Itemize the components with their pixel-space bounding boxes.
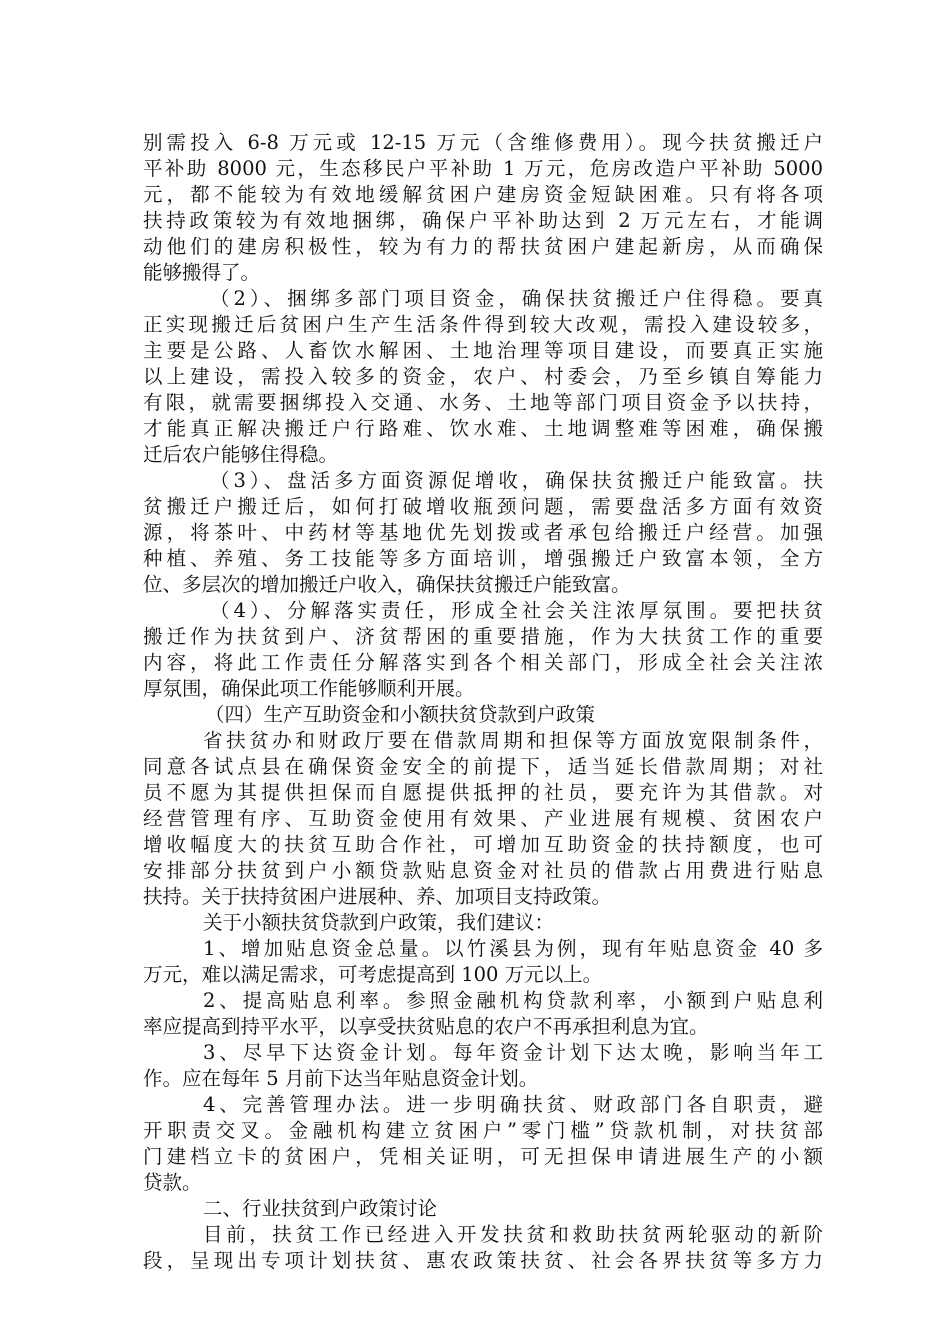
text-line: 正实现搬迁后贫困户生产生活条件得到较大改观，需投入建设较多， — [143, 313, 823, 336]
text-line: 动他们的建房积极性，较为有力的帮扶贫困户建起新房，从而确保 — [143, 235, 823, 258]
text-line: 主要是公路、人畜饮水解困、土地治理等项目建设，而要真正实施 — [143, 339, 823, 362]
paragraph-heading: （2）、捆绑多部门项目资金，确保扶贫搬迁户住得稳。要真 — [210, 287, 823, 310]
text-line: 省扶贫办和财政厅要在借款周期和担保等方面放宽限制条件， — [203, 729, 823, 752]
text-line: 安排部分扶贫到户小额贷款贴息资金对社员的借款占用费进行贴息 — [143, 859, 823, 882]
text-line: 源，将茶叶、中药材等基地优先划拨或者承包给搬迁户经营。加强 — [143, 521, 823, 544]
text-line: 别需投入 6-8 万元或 12-15 万元（含维修费用）。现今扶贫搬迁户 — [143, 131, 823, 154]
text-line: 内容，将此工作责任分解落实到各个相关部门，形成全社会关注浓 — [143, 651, 823, 674]
text-line: 位、多层次的增加搬迁户收入，确保扶贫搬迁户能致富。 — [143, 573, 631, 596]
text-line: 员不愿为其提供担保而自愿提供抵押的社员，要充许为其借款。对 — [143, 781, 823, 804]
text-line: 开职责交叉。金融机构建立贫困户”零门槛”贷款机制，对扶贫部 — [143, 1119, 823, 1142]
list-item: 1、增加贴息资金总量。以竹溪县为例，现有年贴息资金 40 多 — [203, 937, 823, 960]
list-item: 2、提高贴息利率。参照金融机构贷款利率，小额到户贴息利 — [203, 989, 823, 1012]
text-line: 才能真正解决搬迁户行路难、饮水难、土地调整难等困难，确保搬 — [143, 417, 823, 440]
text-line: 扶持政策较为有效地捆绑，确保户平补助达到 2 万元左右，才能调 — [143, 209, 823, 232]
text-line: 经营管理有序、互助资金使用有效果、产业进展有规模、贫困农户 — [143, 807, 823, 830]
text-line: 段，呈现出专项计划扶贫、惠农政策扶贫、社会各界扶贫等多方力 — [143, 1249, 823, 1272]
text-line: 贫搬迁户搬迁后，如何打破增收瓶颈问题，需要盘活多方面有效资 — [143, 495, 823, 518]
section-heading: 二、行业扶贫到户政策讨论 — [203, 1197, 438, 1220]
text-line: 迁后农户能够住得稳。 — [143, 443, 339, 466]
list-item: 4、完善管理办法。进一步明确扶贫、财政部门各自职责，避 — [203, 1093, 823, 1116]
text-line: 能够搬得了。 — [143, 261, 261, 284]
text-line: 搬迁作为扶贫到户、济贫帮困的重要措施，作为大扶贫工作的重要 — [143, 625, 823, 648]
text-line: 以上建设，需投入较多的资金，农户、村委会，乃至乡镇自筹能力 — [143, 365, 823, 388]
text-line: 关于小额扶贫贷款到户政策，我们建议： — [203, 911, 555, 934]
text-line: 扶持。关于扶持贫困户进展种、养、加项目支持政策。 — [143, 885, 612, 908]
text-line: 同意各试点县在确保资金安全的前提下，适当延长借款周期；对社 — [143, 755, 823, 778]
text-line: 厚氛围，确保此项工作能够顺利开展。 — [143, 677, 475, 700]
list-item: 3、尽早下达资金计划。每年资金计划下达太晚，影响当年工 — [203, 1041, 823, 1064]
text-line: 目前，扶贫工作已经进入开发扶贫和救助扶贫两轮驱动的新阶 — [203, 1223, 823, 1246]
text-line: 门建档立卡的贫困户，凭相关证明，可无担保申请进展生产的小额 — [143, 1145, 823, 1168]
text-line: 平补助 8000 元，生态移民户平补助 1 万元，危房改造户平补助 5000 — [143, 157, 823, 180]
text-line: 种植、养殖、务工技能等多方面培训，增强搬迁户致富本领，全方 — [143, 547, 823, 570]
text-line: 作。应在每年 5 月前下达当年贴息资金计划。 — [143, 1067, 539, 1090]
paragraph-heading: （3）、盘活多方面资源促增收，确保扶贫搬迁户能致富。扶 — [210, 469, 823, 492]
text-line: 增收幅度大的扶贫互助合作社，可增加互助资金的扶持额度，也可 — [143, 833, 823, 856]
paragraph-heading: （4）、分解落实责任，形成全社会关注浓厚氛围。要把扶贫 — [210, 599, 823, 622]
section-heading: （四）生产互助资金和小额扶贫贷款到户政策 — [205, 703, 596, 726]
text-line: 元，都不能较为有效地缓解贫困户建房资金短缺困难。只有将各项 — [143, 183, 823, 206]
text-line: 有限，就需要捆绑投入交通、水务、土地等部门项目资金予以扶持， — [143, 391, 823, 414]
text-line: 率应提高到持平水平，以享受扶贫贴息的农户不再承担利息为宜。 — [143, 1015, 709, 1038]
text-line: 万元，难以满足需求，可考虑提高到 100 万元以上。 — [143, 963, 603, 986]
text-line: 贷款。 — [143, 1171, 202, 1194]
